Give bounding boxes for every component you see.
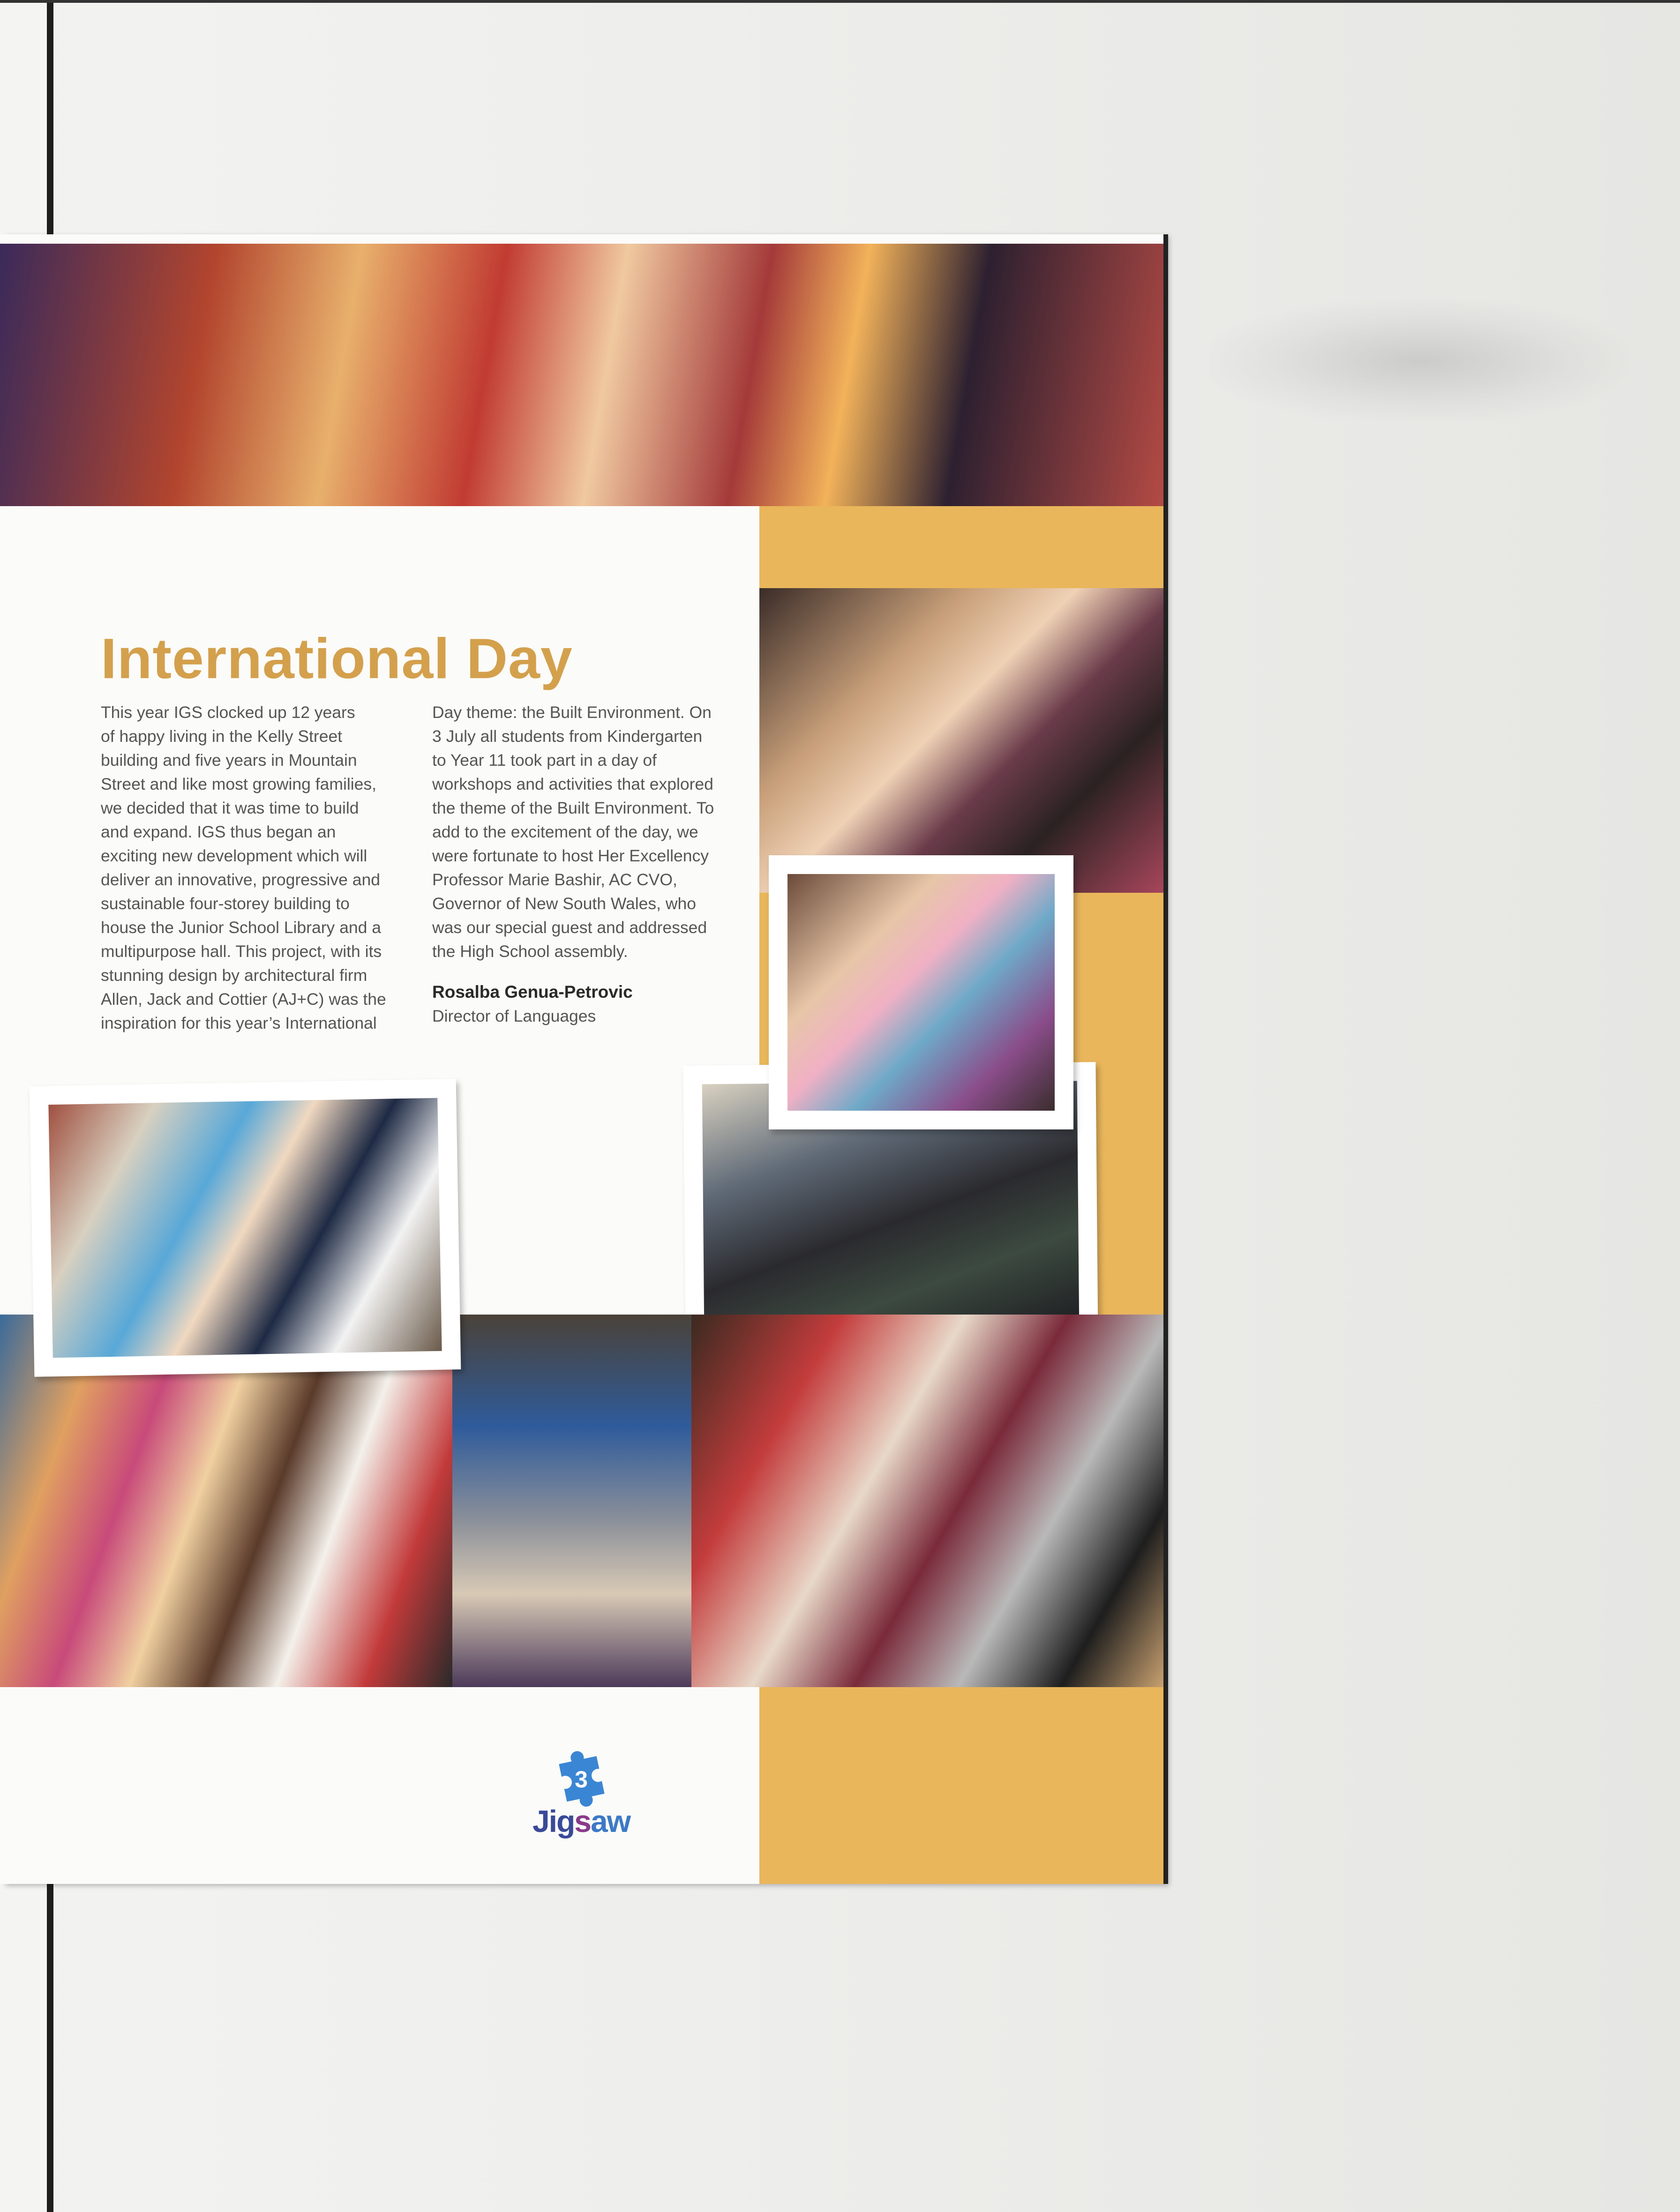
logo-word-part-3: aw (591, 1804, 630, 1838)
article-line: inspiration for this year’s International (101, 1014, 377, 1032)
article-line: and expand. IGS thus began an (101, 822, 336, 841)
scan-smudge (1209, 300, 1631, 422)
article-line: workshops and activities that explored (432, 775, 713, 793)
magazine-page (0, 234, 1163, 1884)
article-line: house the Junior School Library and a (101, 918, 381, 937)
article-line: Professor Marie Bashir, AC CVO, (432, 870, 677, 889)
article-line: sustainable four-storey building to (101, 894, 350, 913)
framed-photo-kindergarten-kids (769, 855, 1073, 1129)
puzzle-piece-icon (530, 1748, 633, 1809)
hero-photo-children-in-costume (0, 244, 1163, 506)
article-line: Governor of New South Wales, who (432, 894, 696, 913)
photo-students-at-desk (48, 1098, 442, 1358)
article-line: multipurpose hall. This project, with its (101, 942, 382, 961)
article-line: to Year 11 took part in a day of (432, 751, 657, 770)
article-column-1 (101, 701, 420, 1035)
photo-face-painting (759, 588, 1163, 893)
article-line: we decided that it was time to build (101, 799, 359, 817)
photo-cooking-stall (691, 1315, 1163, 1687)
article-line: exciting new development which will (101, 846, 368, 865)
article-line: stunning design by architectural firm (101, 966, 368, 985)
author-role: Director of Languages (432, 1007, 596, 1025)
article-line: deliver an innovative, progressive and (101, 870, 380, 889)
logo-number: 3 (575, 1766, 588, 1793)
photo-tower-model (452, 1315, 691, 1687)
article-line: This year IGS clocked up 12 years (101, 703, 355, 722)
scan-top-edge (0, 0, 1680, 3)
article-line: the theme of the Built Environment. To (432, 799, 714, 817)
article-line: Allen, Jack and Cottier (AJ+C) was the (101, 990, 386, 1009)
article-column-2 (432, 701, 751, 964)
article-title: International Day (101, 627, 573, 690)
article-line: were fortunate to host Her Excellency (432, 846, 709, 865)
logo-wordmark (530, 1803, 633, 1839)
logo-word-part-2: s (574, 1804, 591, 1838)
article-line: Day theme: the Built Environment. On (432, 703, 712, 722)
article-line: the High School assembly. (432, 942, 628, 961)
framed-photo-students-at-desk (30, 1079, 461, 1377)
article-line: 3 July all students from Kindergarten (432, 727, 703, 746)
article-line: building and five years in Mountain (101, 751, 357, 770)
article-line: of happy living in the Kelly Street (101, 727, 343, 746)
article-line: add to the excitement of the day, we (432, 822, 698, 841)
author-name: Rosalba Genua-Petrovic (432, 982, 633, 1001)
jigsaw-logo (530, 1748, 633, 1842)
logo-word-part-1: Jig (532, 1804, 575, 1838)
photo-kindergarten-kids (788, 874, 1055, 1111)
article-line: was our special guest and addressed (432, 918, 707, 937)
article-line: Street and like most growing families, (101, 775, 376, 793)
